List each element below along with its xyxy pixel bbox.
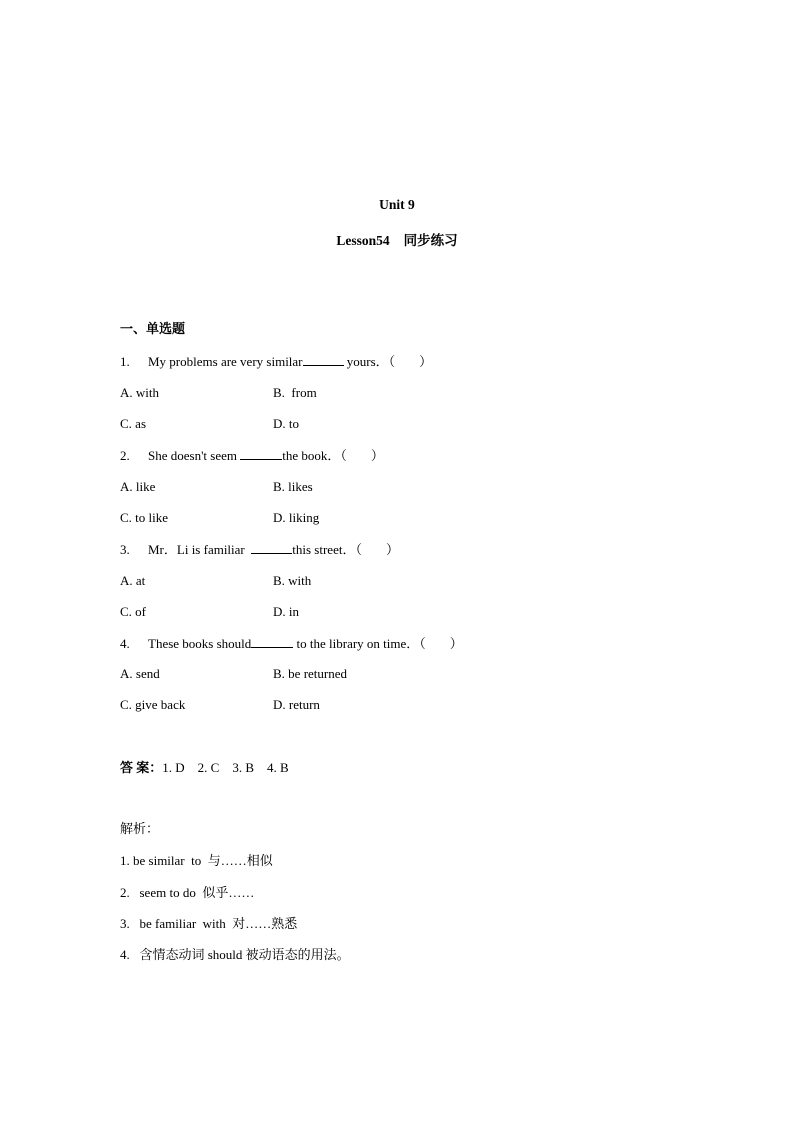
lesson-name: Lesson54 [336, 233, 390, 248]
question-1 [120, 353, 432, 370]
option-c: C. to like [120, 510, 169, 525]
option-b: B. be returned [273, 666, 348, 681]
question-text-post: to the library on time．（ [293, 636, 426, 651]
question-text-pre: She doesn't seem [148, 448, 241, 463]
option-a: A. at [120, 573, 146, 588]
question-paren-close: ） [419, 354, 433, 369]
question-text-pre: My problems are very similar [148, 354, 303, 369]
lesson-title [0, 229, 794, 249]
option-a: A. like [120, 479, 156, 494]
answer-key [120, 760, 289, 776]
answer-blank [303, 353, 344, 366]
answer-blank [240, 447, 282, 460]
question-text-post: yours．（ [343, 354, 396, 369]
option-a: A. with [120, 385, 159, 400]
analysis-item-4: 4. 含情态动词 should 被动语态的用法。 [120, 947, 350, 962]
question-4 [120, 635, 463, 652]
question-text-post: this street．（ [292, 542, 362, 557]
question-paren-close: ） [449, 636, 463, 651]
question-number: 4. [120, 636, 130, 651]
question-3 [120, 541, 399, 558]
question-paren-close: ） [370, 448, 384, 463]
question-number: 1. [120, 354, 130, 369]
question-2 [120, 447, 384, 464]
option-a: A. send [120, 666, 160, 681]
option-d: D. in [273, 604, 299, 619]
option-c: C. as [120, 416, 146, 431]
question-text-post: the book．（ [282, 448, 347, 463]
analysis-heading: 解析： [120, 821, 160, 836]
question-text-pre: Mr．Li is familiar [148, 542, 252, 557]
option-d: D. return [273, 697, 320, 712]
unit-title: Unit 9 [379, 197, 415, 212]
analysis-item-2: 2. seem to do 似乎…… [120, 885, 255, 900]
analysis-item-1: 1. be similar to 与……相似 [120, 853, 273, 868]
answer-label: 答 案： [120, 760, 163, 775]
answer-blank [251, 635, 293, 648]
question-text-pre: These books should [148, 636, 252, 651]
option-b: B. with [273, 573, 312, 588]
answer-blank [251, 541, 292, 554]
analysis-item-3: 3. be familiar with 对……熟悉 [120, 916, 298, 931]
answer-values: 1. D 2. C 3. B 4. B [162, 760, 289, 775]
lesson-subtitle: 同步练习 [403, 233, 458, 248]
question-paren-close: ） [385, 542, 399, 557]
section-heading: 一、单选题 [120, 321, 186, 336]
option-d: D. liking [273, 510, 320, 525]
option-b: B. likes [273, 479, 313, 494]
option-d: D. to [273, 416, 299, 431]
option-c: C. give back [120, 697, 186, 712]
option-b: B. from [273, 385, 317, 400]
option-c: C. of [120, 604, 146, 619]
question-number: 3. [120, 542, 130, 557]
question-number: 2. [120, 448, 130, 463]
